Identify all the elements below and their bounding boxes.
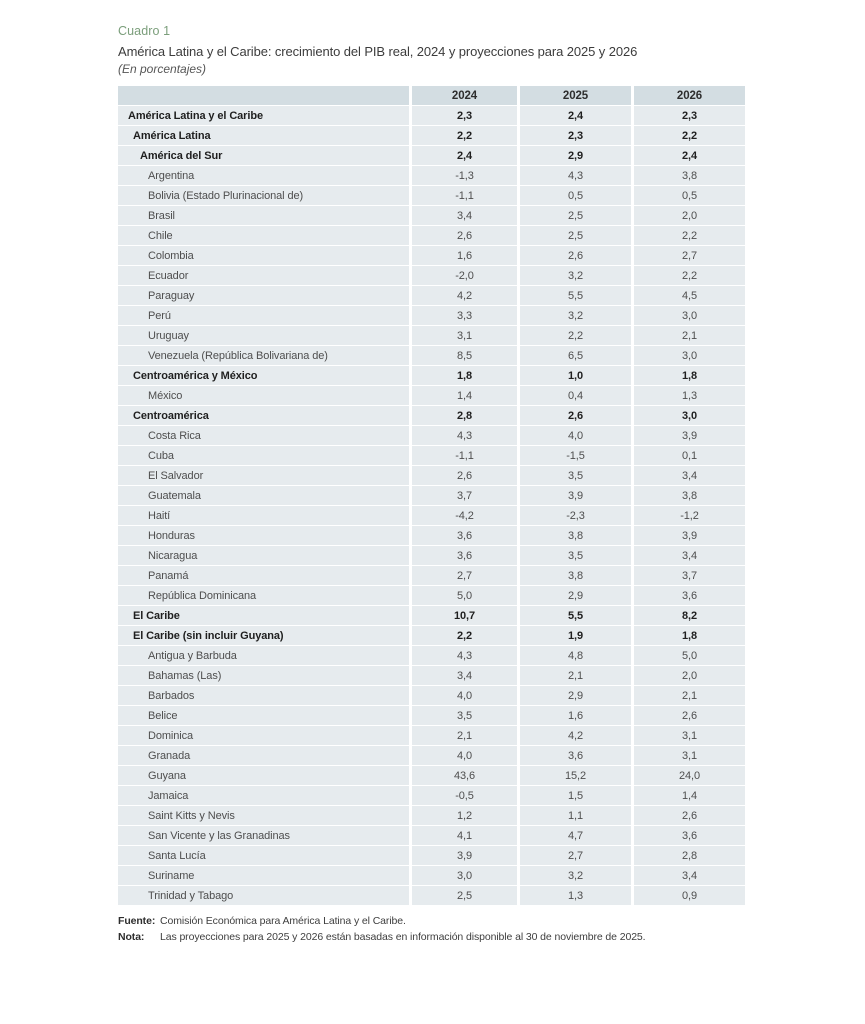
row-value: -1,5: [520, 446, 631, 465]
row-value: 1,3: [520, 886, 631, 905]
row-value: 3,4: [634, 546, 745, 565]
note-text: Las proyecciones para 2025 y 2026 están basadas en información disponible al 30 de noviembre de 2025.: [160, 931, 646, 943]
source-line: [118, 913, 752, 929]
row-label: Colombia: [118, 246, 409, 265]
table-row: [118, 486, 745, 505]
row-label: América Latina: [118, 126, 409, 145]
table-row: [118, 146, 745, 165]
row-value: -4,2: [412, 506, 517, 525]
row-value: 3,4: [412, 206, 517, 225]
row-value: 1,8: [412, 366, 517, 385]
table-row: [118, 846, 745, 865]
source-text: Comisión Económica para América Latina y el Caribe.: [160, 915, 406, 927]
table-row: [118, 426, 745, 445]
row-value: 3,0: [412, 866, 517, 885]
row-value: 2,6: [520, 406, 631, 425]
column-header: 2025: [520, 86, 631, 105]
row-value: 0,4: [520, 386, 631, 405]
row-value: 2,4: [634, 146, 745, 165]
row-value: 2,6: [634, 806, 745, 825]
table-block: [118, 24, 752, 945]
row-value: 5,0: [412, 586, 517, 605]
column-header: 2024: [412, 86, 517, 105]
row-label: América Latina y el Caribe: [118, 106, 409, 125]
row-label: Suriname: [118, 866, 409, 885]
row-value: 0,5: [520, 186, 631, 205]
row-value: 1,6: [412, 246, 517, 265]
row-value: 4,0: [412, 686, 517, 705]
row-value: 1,2: [412, 806, 517, 825]
row-value: 2,1: [634, 686, 745, 705]
row-label: Barbados: [118, 686, 409, 705]
row-value: 15,2: [520, 766, 631, 785]
row-value: 4,5: [634, 286, 745, 305]
row-value: 4,3: [412, 646, 517, 665]
row-label: Centroamérica: [118, 406, 409, 425]
row-value: 3,6: [634, 586, 745, 605]
table-row: [118, 306, 745, 325]
row-label: Chile: [118, 226, 409, 245]
row-value: 2,1: [520, 666, 631, 685]
row-value: -2,3: [520, 506, 631, 525]
row-value: 2,0: [634, 666, 745, 685]
row-value: 1,1: [520, 806, 631, 825]
row-value: 3,5: [520, 546, 631, 565]
row-value: 2,3: [520, 126, 631, 145]
row-value: 3,0: [634, 306, 745, 325]
row-value: 0,1: [634, 446, 745, 465]
row-label: Centroamérica y México: [118, 366, 409, 385]
row-value: 3,9: [520, 486, 631, 505]
row-value: 3,1: [412, 326, 517, 345]
row-value: 3,9: [634, 426, 745, 445]
table-row: [118, 126, 745, 145]
row-value: 3,9: [634, 526, 745, 545]
row-value: 0,5: [634, 186, 745, 205]
row-label: San Vicente y las Granadinas: [118, 826, 409, 845]
table-header-row: [118, 86, 745, 105]
row-label: Guyana: [118, 766, 409, 785]
row-value: 10,7: [412, 606, 517, 625]
row-value: 4,2: [520, 726, 631, 745]
row-label: República Dominicana: [118, 586, 409, 605]
table-row: [118, 866, 745, 885]
row-value: 3,2: [520, 306, 631, 325]
table-row: [118, 606, 745, 625]
table-row: [118, 246, 745, 265]
table-row: [118, 566, 745, 585]
row-label: Panamá: [118, 566, 409, 585]
table-row: [118, 526, 745, 545]
row-value: 2,9: [520, 146, 631, 165]
table-row: [118, 266, 745, 285]
row-value: 3,1: [634, 746, 745, 765]
row-label: Guatemala: [118, 486, 409, 505]
row-value: 2,3: [634, 106, 745, 125]
table-row: [118, 226, 745, 245]
row-value: 4,8: [520, 646, 631, 665]
row-value: 4,3: [520, 166, 631, 185]
table-row: [118, 766, 745, 785]
row-label: Honduras: [118, 526, 409, 545]
table-row: [118, 586, 745, 605]
row-label: El Salvador: [118, 466, 409, 485]
row-value: 1,0: [520, 366, 631, 385]
row-value: 3,0: [634, 346, 745, 365]
row-label: Antigua y Barbuda: [118, 646, 409, 665]
row-value: 2,3: [412, 106, 517, 125]
gdp-growth-table: [115, 85, 748, 906]
row-label: El Caribe (sin incluir Guyana): [118, 626, 409, 645]
row-value: 3,4: [634, 866, 745, 885]
row-value: 3,8: [634, 166, 745, 185]
row-value: 1,4: [412, 386, 517, 405]
row-value: 3,8: [634, 486, 745, 505]
row-value: 2,9: [520, 586, 631, 605]
table-row: [118, 286, 745, 305]
row-value: 2,6: [412, 226, 517, 245]
table-row: [118, 546, 745, 565]
row-value: 1,9: [520, 626, 631, 645]
row-value: 1,6: [520, 706, 631, 725]
row-value: 3,8: [520, 526, 631, 545]
row-value: 2,5: [520, 226, 631, 245]
row-label: Granada: [118, 746, 409, 765]
row-label: Ecuador: [118, 266, 409, 285]
row-value: 2,2: [634, 126, 745, 145]
row-value: 3,6: [520, 746, 631, 765]
row-value: 2,7: [412, 566, 517, 585]
row-value: 2,2: [412, 126, 517, 145]
row-label: Bahamas (Las): [118, 666, 409, 685]
row-value: 3,2: [520, 266, 631, 285]
table-row: [118, 686, 745, 705]
row-value: 3,1: [634, 726, 745, 745]
table-row: [118, 206, 745, 225]
row-value: 3,0: [634, 406, 745, 425]
row-label: Paraguay: [118, 286, 409, 305]
row-value: 5,5: [520, 606, 631, 625]
row-value: 3,6: [634, 826, 745, 845]
row-value: -0,5: [412, 786, 517, 805]
note-line: [118, 929, 752, 945]
table-row: [118, 366, 745, 385]
row-value: 2,8: [634, 846, 745, 865]
table-row: [118, 706, 745, 725]
row-label: Belice: [118, 706, 409, 725]
row-value: 2,2: [634, 266, 745, 285]
row-value: 2,1: [634, 326, 745, 345]
row-value: 2,4: [412, 146, 517, 165]
row-value: 0,9: [634, 886, 745, 905]
row-value: -1,3: [412, 166, 517, 185]
row-value: 2,2: [520, 326, 631, 345]
row-value: 2,0: [634, 206, 745, 225]
table-body: [118, 106, 745, 905]
row-value: 2,6: [634, 706, 745, 725]
table-row: [118, 626, 745, 645]
row-label: Perú: [118, 306, 409, 325]
row-label: Saint Kitts y Nevis: [118, 806, 409, 825]
row-value: 1,3: [634, 386, 745, 405]
table-row: [118, 786, 745, 805]
row-value: 3,7: [412, 486, 517, 505]
row-value: -1,1: [412, 446, 517, 465]
row-label: El Caribe: [118, 606, 409, 625]
table-row: [118, 806, 745, 825]
row-label: Haití: [118, 506, 409, 525]
row-value: -1,2: [634, 506, 745, 525]
note-label: Nota:: [118, 931, 145, 943]
row-value: 3,5: [520, 466, 631, 485]
table-row: [118, 166, 745, 185]
row-value: 8,2: [634, 606, 745, 625]
row-label: Jamaica: [118, 786, 409, 805]
table-row: [118, 386, 745, 405]
row-label: Dominica: [118, 726, 409, 745]
table-row: [118, 506, 745, 525]
row-label: Bolivia (Estado Plurinacional de): [118, 186, 409, 205]
row-value: 3,2: [520, 866, 631, 885]
row-label: Costa Rica: [118, 426, 409, 445]
row-label: Trinidad y Tabago: [118, 886, 409, 905]
table-row: [118, 726, 745, 745]
row-label: Santa Lucía: [118, 846, 409, 865]
row-value: 4,3: [412, 426, 517, 445]
row-value: 3,6: [412, 546, 517, 565]
row-value: 6,5: [520, 346, 631, 365]
row-value: 1,8: [634, 626, 745, 645]
row-label: Brasil: [118, 206, 409, 225]
row-value: 4,0: [520, 426, 631, 445]
row-value: 3,3: [412, 306, 517, 325]
row-value: 2,8: [412, 406, 517, 425]
row-value: 2,5: [412, 886, 517, 905]
table-subtitle: (En porcentajes): [118, 62, 207, 76]
row-value: 2,9: [520, 686, 631, 705]
table-number-label: Cuadro 1: [118, 24, 171, 38]
row-label: Venezuela (República Bolivariana de): [118, 346, 409, 365]
table-row: [118, 646, 745, 665]
table-row: [118, 466, 745, 485]
table-row: [118, 406, 745, 425]
table-row: [118, 346, 745, 365]
row-value: 3,9: [412, 846, 517, 865]
column-header: 2026: [634, 86, 745, 105]
row-value: 4,1: [412, 826, 517, 845]
row-value: 4,7: [520, 826, 631, 845]
row-value: 2,2: [634, 226, 745, 245]
row-value: 3,4: [412, 666, 517, 685]
row-label: Nicaragua: [118, 546, 409, 565]
row-value: 3,4: [634, 466, 745, 485]
row-value: 2,6: [412, 466, 517, 485]
row-label: América del Sur: [118, 146, 409, 165]
table-row: [118, 746, 745, 765]
row-value: 5,5: [520, 286, 631, 305]
row-value: 4,0: [412, 746, 517, 765]
row-value: 3,6: [412, 526, 517, 545]
corner-cell: [118, 86, 409, 105]
table-row: [118, 326, 745, 345]
row-value: 1,4: [634, 786, 745, 805]
row-value: 3,5: [412, 706, 517, 725]
table-row: [118, 106, 745, 125]
table-footnotes: [118, 913, 752, 945]
row-value: 2,5: [520, 206, 631, 225]
row-value: 8,5: [412, 346, 517, 365]
row-value: 43,6: [412, 766, 517, 785]
row-value: 2,2: [412, 626, 517, 645]
source-label: Fuente:: [118, 915, 156, 927]
row-value: -2,0: [412, 266, 517, 285]
row-label: México: [118, 386, 409, 405]
row-value: 2,7: [520, 846, 631, 865]
row-value: 2,4: [520, 106, 631, 125]
table-row: [118, 886, 745, 905]
row-value: 1,5: [520, 786, 631, 805]
row-label: Argentina: [118, 166, 409, 185]
row-label: Cuba: [118, 446, 409, 465]
row-value: 2,7: [634, 246, 745, 265]
table-row: [118, 186, 745, 205]
table-row: [118, 826, 745, 845]
row-value: -1,1: [412, 186, 517, 205]
table-row: [118, 446, 745, 465]
table-title: América Latina y el Caribe: crecimiento del PIB real, 2024 y proyecciones para 2025 y 2026: [118, 44, 638, 59]
row-value: 5,0: [634, 646, 745, 665]
row-value: 3,7: [634, 566, 745, 585]
row-value: 2,6: [520, 246, 631, 265]
row-value: 4,2: [412, 286, 517, 305]
row-value: 24,0: [634, 766, 745, 785]
row-value: 2,1: [412, 726, 517, 745]
row-value: 1,8: [634, 366, 745, 385]
row-value: 3,8: [520, 566, 631, 585]
row-label: Uruguay: [118, 326, 409, 345]
table-row: [118, 666, 745, 685]
